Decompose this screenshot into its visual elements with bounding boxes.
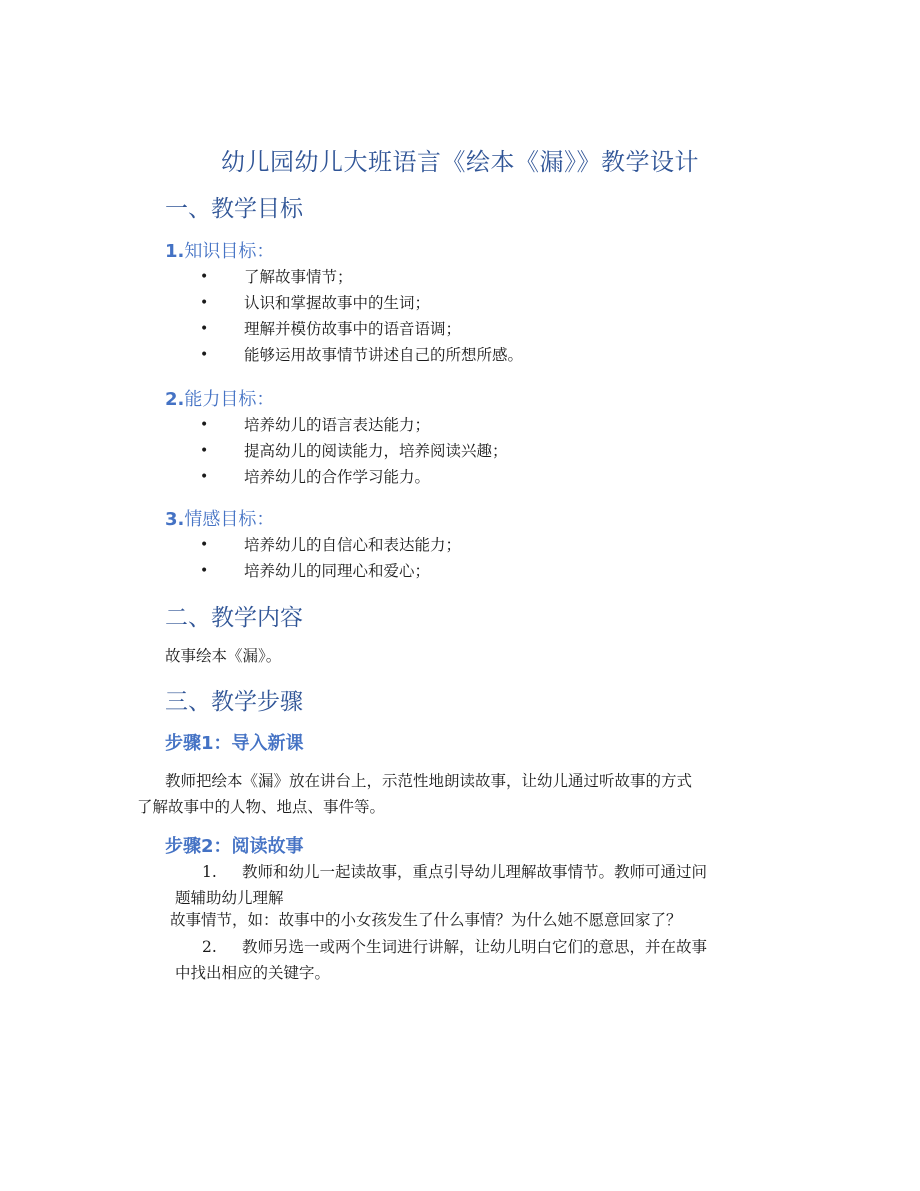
subheading-knowledge bbox=[165, 237, 274, 263]
step2-item-1-cont: 故事情节，如：故事中的小女孩发生了什么事情？为什么她不愿意回家了？ bbox=[170, 911, 682, 929]
item-line: 教师和幼儿一起读故事，重点引导幼儿理解故事情节。教师可通过问 bbox=[242, 863, 708, 881]
step2-item-2 bbox=[170, 934, 810, 986]
step1-line1: 教师把绘本《漏》放在讲台上，示范性地朗读故事，让幼儿通过听故事的方式 bbox=[165, 772, 693, 790]
subheading-number: 1. bbox=[165, 241, 185, 262]
subheading-emotion bbox=[165, 505, 274, 531]
bullet-icon: • bbox=[200, 469, 209, 485]
step2-heading: 步骤2：阅读故事 bbox=[165, 836, 304, 857]
content-text: 故事绘本《漏》。 bbox=[165, 647, 282, 665]
subheading-text: 情感目标： bbox=[184, 509, 275, 530]
bullet-icon: • bbox=[200, 321, 209, 337]
subheading-ability bbox=[165, 385, 274, 411]
list-item: • 能够运用故事情节讲述自己的所想所感。 bbox=[200, 342, 523, 368]
document-title: 幼儿园幼儿大班语言《绘本《漏》》教学设计 bbox=[221, 148, 699, 176]
list-item: • 培养幼儿的语言表达能力； bbox=[200, 412, 508, 438]
section-heading-content: 二、教学内容 bbox=[165, 605, 303, 631]
bullet-icon: • bbox=[200, 295, 209, 311]
subheading-number: 3. bbox=[165, 509, 185, 530]
item-line: 中找出相应的关键字。 bbox=[175, 964, 331, 982]
item-number: 2. bbox=[202, 938, 217, 956]
section-heading-steps: 三、教学步骤 bbox=[165, 689, 303, 715]
step1-heading: 步骤1：导入新课 bbox=[165, 733, 304, 754]
bullet-icon: • bbox=[200, 417, 209, 433]
list-item: • 培养幼儿的自信心和表达能力； bbox=[200, 532, 461, 558]
section-heading-objectives: 一、教学目标 bbox=[165, 196, 303, 222]
bullet-icon: • bbox=[200, 269, 209, 285]
subheading-number: 2. bbox=[165, 389, 185, 410]
item-line: 教师另选一或两个生词进行讲解，让幼儿明白它们的意思，并在故事 bbox=[242, 938, 708, 956]
bullet-icon: • bbox=[200, 347, 209, 363]
bullet-icon: • bbox=[200, 563, 209, 579]
bullet-icon: • bbox=[200, 443, 209, 459]
list-item: • 培养幼儿的同理心和爱心； bbox=[200, 558, 461, 584]
list-item: • 了解故事情节； bbox=[200, 264, 523, 290]
step1-line2: 了解故事中的人物、地点、事件等。 bbox=[137, 798, 386, 816]
knowledge-list bbox=[200, 264, 523, 368]
list-item: • 培养幼儿的合作学习能力。 bbox=[200, 464, 508, 490]
item-number: 1. bbox=[202, 863, 217, 881]
list-item: • 提高幼儿的阅读能力，培养阅读兴趣； bbox=[200, 438, 508, 464]
bullet-icon: • bbox=[200, 537, 209, 553]
emotion-list bbox=[200, 532, 461, 584]
list-item: • 理解并模仿故事中的语音语调； bbox=[200, 316, 523, 342]
item-line: 题辅助幼儿理解 bbox=[175, 889, 284, 907]
ability-list bbox=[200, 412, 508, 490]
list-item: • 认识和掌握故事中的生词； bbox=[200, 290, 523, 316]
subheading-text: 知识目标： bbox=[184, 241, 275, 262]
subheading-text: 能力目标： bbox=[184, 389, 275, 410]
step2-item-1 bbox=[170, 859, 810, 911]
